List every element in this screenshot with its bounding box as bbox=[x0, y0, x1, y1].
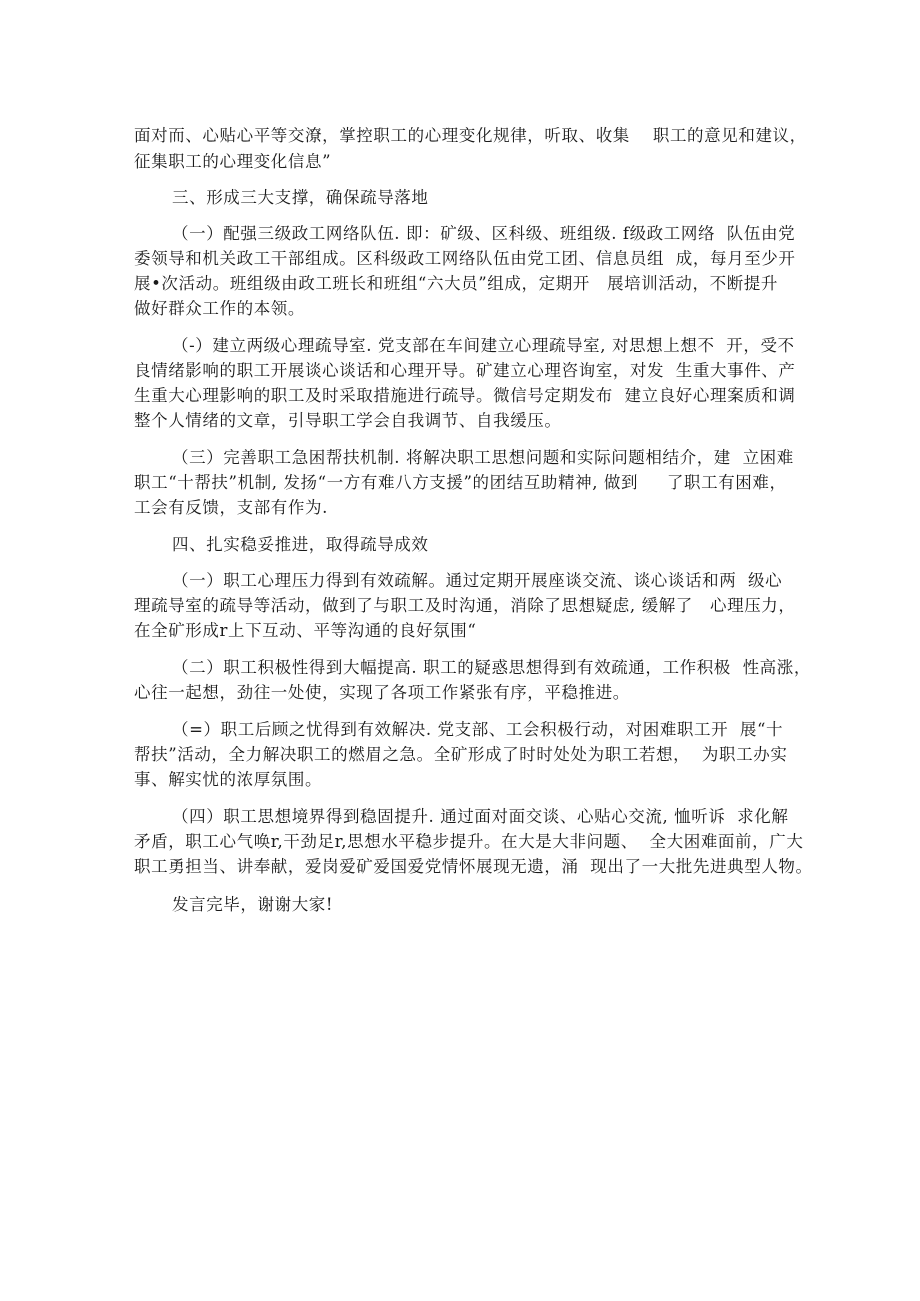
text-line: 事、解实忧的浓厚氛围。 bbox=[134, 770, 323, 789]
text-line: 征集职工的心理变化信息” bbox=[134, 152, 332, 171]
text-line: （二）职工积极性得到大幅提高. 职工的疑惑思想得到有效疏通，工作积极 性高涨， bbox=[172, 658, 811, 677]
text-line: 在全矿形成r上下互动、平等沟通的良好氛围“ bbox=[134, 621, 477, 640]
text-line: 整个人情绪的文章，引导职工学会自我调节、自我缓压。 bbox=[134, 411, 562, 430]
text-line: 生重大心理影响的职工及时采取措施进行疏导。微信号定期发布 建立良好心理案质和调 bbox=[134, 386, 796, 405]
text-line: （四）职工思想境界得到稳固提升. 通过面对面交谈、心贴心交流, 恤听诉 求化解 bbox=[172, 807, 789, 826]
text-line: （三）完善职工急困帮扶机制. 将解决职工思想问题和实际问题相结介，建 立困难 bbox=[172, 448, 794, 467]
text-line: （一）职工心理压力得到有效疏解。通过定期开展座谈交流、谈心谈话和两 级心 bbox=[172, 571, 783, 590]
closing-line: 发言完毕，谢谢大家! bbox=[172, 895, 334, 914]
section-heading: 四、扎实稳妥推进，取得疏导成效 bbox=[172, 535, 429, 554]
text-line: 理疏导室的疏导等活动，做到了与职工及时沟通，消除了思想疑虑, 缓解了 心理压力， bbox=[134, 596, 796, 615]
text-line: 做好群众工作的本领。 bbox=[134, 299, 305, 318]
text-line: 工会有反馈，支部有作为. bbox=[134, 498, 328, 517]
text-line: 心往一起想，劲往一处使，实现了各项工作紧张有序，平稳推进。 bbox=[134, 683, 630, 702]
text-line: （一）配强三级政工网络队伍. 即：矿级、区科级、班组级. f级政工网络 队伍由党 bbox=[172, 224, 796, 243]
text-line: （-）建立两级心理疏导室. 党支部在车间建立心理疏导室, 对思想上想不 开，受不 bbox=[172, 336, 795, 355]
text-line: 良情绪影响的职工开展谈心谈话和心理开导。矿建立心理咨询室，对发 生重大事件、产 bbox=[134, 361, 796, 380]
text-line: 面对而、心贴心平等交潦，掌控职工的心理变化规律，听取、收集 职工的意见和建议， bbox=[134, 126, 807, 145]
text-line: 委领导和机关政工干部组成。区科级政工网络队伍由党工团、信息员组 成，每月至少开 bbox=[134, 249, 796, 268]
section-heading: 三、形成三大支撑，确保疏导落地 bbox=[172, 188, 429, 207]
text-line: 展•次活动。班组级由政工班长和班组“六大员”组成，定期开 展培训活动，不断提升 bbox=[134, 274, 779, 293]
text-line: 矛盾，职工心气唤r,干劲足r,思想水平稳步提升。在大是大非问题、 全大困难面前，广大 bbox=[134, 832, 804, 851]
text-line: （=）职工后顾之忧得到有效解决. 党支部、工会积极行动，对困难职工开 展“十 bbox=[172, 720, 784, 739]
text-line: 职工“十帮扶”机制, 发扬“一方有难八方支援”的团结互助精神, 做到 了职工有困难， bbox=[134, 473, 787, 492]
text-line: 帮扶”活动，全力解决职工的燃眉之急。全矿形成了时时处处为职工若想， 为职工办实 bbox=[134, 745, 788, 764]
text-line: 职工勇担当、讲奉献，爱岗爱矿爱国爱党情怀展现无遗，涌 现出了一大批先进典型人物。 bbox=[134, 857, 813, 876]
